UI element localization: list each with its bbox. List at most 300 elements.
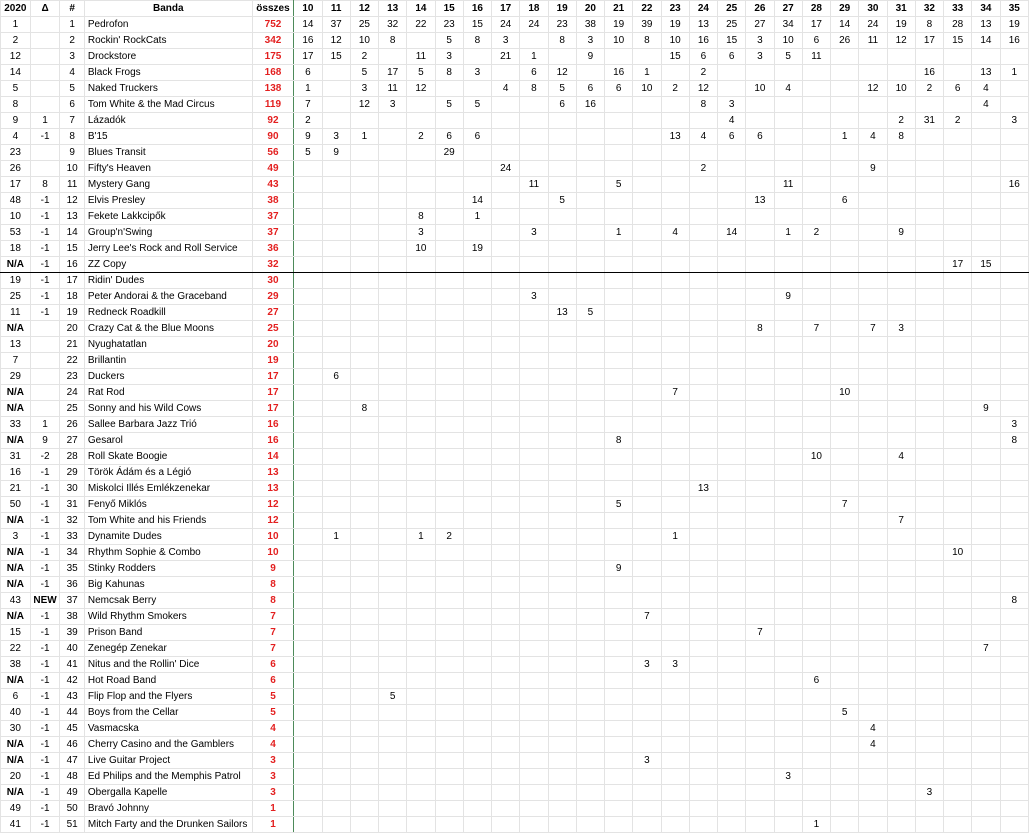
cell-week-score[interactable] [294, 289, 322, 305]
cell-week-score[interactable] [548, 481, 576, 497]
cell-week-score[interactable] [915, 241, 943, 257]
cell-week-score[interactable]: 3 [520, 289, 548, 305]
cell-rank[interactable]: 5 [60, 81, 84, 97]
cell-total[interactable]: 12 [252, 513, 294, 529]
cell-week-score[interactable] [831, 785, 859, 801]
cell-week-score[interactable] [294, 609, 322, 625]
cell-week-score[interactable] [1000, 657, 1028, 673]
cell-week-score[interactable] [605, 593, 633, 609]
cell-week-score[interactable] [492, 481, 520, 497]
cell-week-score[interactable]: 10 [802, 449, 830, 465]
cell-week-score[interactable] [435, 641, 463, 657]
cell-week-score[interactable] [576, 129, 604, 145]
cell-week-score[interactable]: 32 [379, 17, 407, 33]
cell-week-score[interactable] [746, 817, 774, 833]
cell-week-score[interactable] [859, 817, 887, 833]
cell-week-score[interactable] [576, 337, 604, 353]
cell-week-score[interactable] [435, 161, 463, 177]
cell-week-score[interactable] [520, 241, 548, 257]
cell-week-score[interactable] [944, 401, 972, 417]
cell-week-score[interactable] [915, 401, 943, 417]
cell-week-score[interactable] [350, 673, 378, 689]
cell-total[interactable]: 752 [252, 17, 294, 33]
cell-band-name[interactable]: Zenegép Zenekar [84, 641, 252, 657]
cell-week-score[interactable] [633, 241, 661, 257]
cell-total[interactable]: 7 [252, 641, 294, 657]
cell-week-score[interactable] [435, 673, 463, 689]
cell-week-score[interactable] [887, 481, 915, 497]
cell-prev-2020[interactable]: 14 [1, 65, 31, 81]
cell-week-score[interactable] [689, 593, 717, 609]
cell-week-score[interactable] [718, 817, 746, 833]
cell-week-score[interactable]: 10 [605, 33, 633, 49]
cell-week-score[interactable] [944, 625, 972, 641]
cell-band-name[interactable]: Obergalla Kapelle [84, 785, 252, 801]
cell-week-score[interactable] [350, 577, 378, 593]
cell-week-score[interactable] [407, 593, 435, 609]
cell-week-score[interactable] [322, 177, 350, 193]
cell-total[interactable]: 10 [252, 529, 294, 545]
cell-week-score[interactable] [407, 369, 435, 385]
cell-week-score[interactable] [350, 177, 378, 193]
cell-rank[interactable]: 38 [60, 609, 84, 625]
cell-week-score[interactable]: 6 [605, 81, 633, 97]
cell-week-score[interactable]: 15 [463, 17, 491, 33]
cell-week-score[interactable] [802, 129, 830, 145]
cell-week-score[interactable]: 17 [915, 33, 943, 49]
cell-week-score[interactable] [887, 817, 915, 833]
cell-week-score[interactable] [379, 241, 407, 257]
cell-week-score[interactable] [859, 593, 887, 609]
cell-week-score[interactable] [746, 401, 774, 417]
cell-week-score[interactable] [350, 513, 378, 529]
cell-band-name[interactable]: Bravó Johnny [84, 801, 252, 817]
cell-rank[interactable]: 3 [60, 49, 84, 65]
cell-week-score[interactable] [802, 513, 830, 529]
cell-week-score[interactable] [802, 465, 830, 481]
cell-week-score[interactable] [774, 161, 802, 177]
cell-week-score[interactable] [859, 673, 887, 689]
cell-week-score[interactable] [322, 801, 350, 817]
cell-rank[interactable]: 51 [60, 817, 84, 833]
cell-week-score[interactable]: 39 [633, 17, 661, 33]
cell-week-score[interactable] [407, 673, 435, 689]
cell-delta[interactable] [30, 49, 60, 65]
cell-week-score[interactable] [802, 65, 830, 81]
cell-week-score[interactable] [435, 193, 463, 209]
cell-week-score[interactable] [915, 417, 943, 433]
cell-week-score[interactable] [915, 161, 943, 177]
col-header-week[interactable]: 19 [548, 1, 576, 17]
cell-total[interactable]: 7 [252, 609, 294, 625]
cell-week-score[interactable] [633, 289, 661, 305]
cell-week-score[interactable] [492, 561, 520, 577]
cell-week-score[interactable] [379, 321, 407, 337]
cell-week-score[interactable] [520, 113, 548, 129]
cell-total[interactable]: 16 [252, 433, 294, 449]
cell-week-score[interactable] [661, 337, 689, 353]
cell-band-name[interactable]: Jerry Lee's Rock and Roll Service [84, 241, 252, 257]
cell-week-score[interactable] [379, 49, 407, 65]
col-header-week[interactable]: 21 [605, 1, 633, 17]
cell-week-score[interactable] [915, 225, 943, 241]
cell-week-score[interactable] [322, 593, 350, 609]
cell-week-score[interactable] [774, 561, 802, 577]
cell-rank[interactable]: 49 [60, 785, 84, 801]
cell-week-score[interactable] [915, 705, 943, 721]
cell-week-score[interactable] [1000, 97, 1028, 113]
cell-rank[interactable]: 50 [60, 801, 84, 817]
cell-week-score[interactable] [379, 577, 407, 593]
cell-week-score[interactable] [379, 817, 407, 833]
cell-week-score[interactable] [633, 577, 661, 593]
cell-week-score[interactable] [746, 113, 774, 129]
cell-week-score[interactable] [633, 97, 661, 113]
cell-delta[interactable] [30, 97, 60, 113]
cell-week-score[interactable] [605, 673, 633, 689]
cell-week-score[interactable] [689, 241, 717, 257]
cell-week-score[interactable] [548, 49, 576, 65]
cell-week-score[interactable] [463, 337, 491, 353]
cell-week-score[interactable] [350, 497, 378, 513]
cell-week-score[interactable]: 4 [689, 129, 717, 145]
cell-week-score[interactable] [548, 273, 576, 289]
cell-week-score[interactable] [661, 113, 689, 129]
cell-week-score[interactable]: 8 [689, 97, 717, 113]
cell-week-score[interactable] [661, 449, 689, 465]
cell-total[interactable]: 17 [252, 401, 294, 417]
cell-week-score[interactable] [831, 609, 859, 625]
cell-week-score[interactable] [746, 513, 774, 529]
cell-week-score[interactable] [576, 465, 604, 481]
cell-week-score[interactable] [294, 433, 322, 449]
cell-week-score[interactable]: 22 [407, 17, 435, 33]
cell-week-score[interactable] [718, 657, 746, 673]
cell-week-score[interactable] [774, 641, 802, 657]
cell-week-score[interactable] [831, 801, 859, 817]
cell-week-score[interactable] [944, 337, 972, 353]
cell-week-score[interactable]: 1 [294, 81, 322, 97]
cell-week-score[interactable]: 5 [435, 33, 463, 49]
cell-week-score[interactable] [915, 545, 943, 561]
cell-week-score[interactable] [379, 753, 407, 769]
cell-week-score[interactable] [915, 433, 943, 449]
cell-week-score[interactable] [1000, 465, 1028, 481]
cell-week-score[interactable] [689, 737, 717, 753]
cell-week-score[interactable] [1000, 49, 1028, 65]
cell-week-score[interactable] [633, 193, 661, 209]
cell-week-score[interactable] [492, 465, 520, 481]
cell-week-score[interactable] [379, 673, 407, 689]
cell-week-score[interactable] [1000, 289, 1028, 305]
cell-week-score[interactable] [718, 193, 746, 209]
cell-delta[interactable]: NEW [30, 593, 60, 609]
cell-week-score[interactable] [294, 369, 322, 385]
cell-week-score[interactable] [576, 657, 604, 673]
cell-week-score[interactable] [548, 145, 576, 161]
cell-total[interactable]: 1 [252, 801, 294, 817]
cell-week-score[interactable] [1000, 497, 1028, 513]
cell-week-score[interactable]: 1 [802, 817, 830, 833]
cell-week-score[interactable] [350, 609, 378, 625]
cell-week-score[interactable] [294, 337, 322, 353]
cell-week-score[interactable] [605, 465, 633, 481]
cell-week-score[interactable] [463, 625, 491, 641]
cell-prev-2020[interactable]: 30 [1, 721, 31, 737]
cell-week-score[interactable] [463, 481, 491, 497]
cell-week-score[interactable] [350, 241, 378, 257]
cell-week-score[interactable] [379, 769, 407, 785]
col-header-rank[interactable]: # [60, 1, 84, 17]
cell-week-score[interactable]: 37 [322, 17, 350, 33]
cell-week-score[interactable] [463, 497, 491, 513]
cell-delta[interactable] [30, 161, 60, 177]
cell-week-score[interactable] [520, 209, 548, 225]
cell-week-score[interactable] [435, 321, 463, 337]
cell-week-score[interactable] [492, 609, 520, 625]
cell-delta[interactable] [30, 337, 60, 353]
cell-week-score[interactable] [944, 161, 972, 177]
cell-week-score[interactable] [689, 705, 717, 721]
cell-prev-2020[interactable]: 23 [1, 145, 31, 161]
cell-week-score[interactable] [407, 721, 435, 737]
cell-week-score[interactable] [350, 161, 378, 177]
cell-week-score[interactable] [435, 657, 463, 673]
cell-delta[interactable]: -1 [30, 257, 60, 273]
cell-band-name[interactable]: Tom White and his Friends [84, 513, 252, 529]
cell-week-score[interactable] [915, 49, 943, 65]
cell-week-score[interactable] [520, 561, 548, 577]
cell-week-score[interactable] [746, 305, 774, 321]
cell-week-score[interactable] [633, 337, 661, 353]
col-header-week[interactable]: 12 [350, 1, 378, 17]
cell-week-score[interactable] [972, 577, 1000, 593]
cell-week-score[interactable] [972, 113, 1000, 129]
cell-week-score[interactable] [379, 113, 407, 129]
cell-week-score[interactable] [463, 449, 491, 465]
cell-week-score[interactable] [1000, 321, 1028, 337]
cell-week-score[interactable] [831, 561, 859, 577]
cell-week-score[interactable]: 10 [350, 33, 378, 49]
cell-week-score[interactable]: 11 [859, 33, 887, 49]
col-header-banda[interactable]: Banda [84, 1, 252, 17]
cell-week-score[interactable]: 1 [661, 529, 689, 545]
cell-band-name[interactable]: Wild Rhythm Smokers [84, 609, 252, 625]
cell-week-score[interactable] [492, 721, 520, 737]
cell-week-score[interactable] [802, 689, 830, 705]
cell-week-score[interactable] [548, 673, 576, 689]
cell-prev-2020[interactable]: 2 [1, 33, 31, 49]
cell-week-score[interactable] [605, 721, 633, 737]
cell-week-score[interactable] [859, 65, 887, 81]
cell-week-score[interactable] [887, 161, 915, 177]
cell-week-score[interactable] [294, 785, 322, 801]
cell-rank[interactable]: 48 [60, 769, 84, 785]
cell-week-score[interactable] [915, 657, 943, 673]
cell-week-score[interactable] [605, 689, 633, 705]
cell-week-score[interactable] [407, 385, 435, 401]
cell-week-score[interactable] [435, 513, 463, 529]
cell-week-score[interactable] [944, 129, 972, 145]
cell-week-score[interactable] [463, 737, 491, 753]
cell-week-score[interactable] [633, 513, 661, 529]
cell-week-score[interactable] [492, 97, 520, 113]
cell-week-score[interactable] [294, 689, 322, 705]
cell-week-score[interactable] [379, 401, 407, 417]
cell-prev-2020[interactable]: 18 [1, 241, 31, 257]
cell-week-score[interactable]: 8 [633, 33, 661, 49]
cell-week-score[interactable] [774, 241, 802, 257]
cell-rank[interactable]: 8 [60, 129, 84, 145]
cell-week-score[interactable] [322, 481, 350, 497]
cell-prev-2020[interactable]: N/A [1, 513, 31, 529]
cell-prev-2020[interactable]: N/A [1, 561, 31, 577]
cell-week-score[interactable] [605, 305, 633, 321]
cell-week-score[interactable] [774, 577, 802, 593]
cell-week-score[interactable] [774, 497, 802, 513]
cell-week-score[interactable] [831, 161, 859, 177]
cell-week-score[interactable] [718, 385, 746, 401]
cell-week-score[interactable] [322, 65, 350, 81]
cell-week-score[interactable] [689, 321, 717, 337]
cell-week-score[interactable] [407, 609, 435, 625]
cell-week-score[interactable] [774, 513, 802, 529]
cell-week-score[interactable]: 16 [689, 33, 717, 49]
cell-week-score[interactable] [322, 689, 350, 705]
cell-week-score[interactable] [689, 609, 717, 625]
cell-week-score[interactable] [322, 641, 350, 657]
cell-week-score[interactable] [492, 113, 520, 129]
cell-week-score[interactable]: 2 [944, 113, 972, 129]
cell-week-score[interactable] [576, 433, 604, 449]
cell-week-score[interactable] [322, 721, 350, 737]
cell-week-score[interactable] [831, 577, 859, 593]
cell-week-score[interactable] [859, 785, 887, 801]
cell-week-score[interactable] [746, 353, 774, 369]
cell-week-score[interactable] [463, 593, 491, 609]
cell-total[interactable]: 38 [252, 193, 294, 209]
cell-week-score[interactable] [944, 321, 972, 337]
cell-week-score[interactable] [718, 417, 746, 433]
cell-week-score[interactable] [605, 129, 633, 145]
cell-week-score[interactable] [463, 465, 491, 481]
cell-week-score[interactable] [972, 817, 1000, 833]
cell-delta[interactable]: -1 [30, 673, 60, 689]
cell-week-score[interactable] [746, 257, 774, 273]
cell-week-score[interactable] [915, 305, 943, 321]
cell-week-score[interactable] [972, 529, 1000, 545]
cell-rank[interactable]: 14 [60, 225, 84, 241]
cell-week-score[interactable] [294, 673, 322, 689]
cell-week-score[interactable] [605, 657, 633, 673]
cell-week-score[interactable] [718, 449, 746, 465]
cell-week-score[interactable] [972, 785, 1000, 801]
cell-week-score[interactable] [548, 721, 576, 737]
cell-week-score[interactable] [661, 465, 689, 481]
cell-delta[interactable] [30, 65, 60, 81]
cell-week-score[interactable] [718, 209, 746, 225]
cell-week-score[interactable] [972, 353, 1000, 369]
col-header-week[interactable]: 22 [633, 1, 661, 17]
cell-rank[interactable]: 32 [60, 513, 84, 529]
cell-week-score[interactable] [1000, 705, 1028, 721]
cell-week-score[interactable] [1000, 785, 1028, 801]
cell-week-score[interactable] [661, 497, 689, 513]
cell-week-score[interactable] [350, 113, 378, 129]
cell-week-score[interactable] [718, 305, 746, 321]
cell-week-score[interactable]: 1 [322, 529, 350, 545]
cell-week-score[interactable] [548, 625, 576, 641]
cell-week-score[interactable]: 12 [689, 81, 717, 97]
cell-week-score[interactable] [492, 801, 520, 817]
cell-week-score[interactable] [972, 385, 1000, 401]
cell-total[interactable]: 14 [252, 449, 294, 465]
cell-week-score[interactable] [972, 305, 1000, 321]
cell-week-score[interactable] [435, 241, 463, 257]
cell-week-score[interactable] [887, 241, 915, 257]
cell-week-score[interactable] [407, 145, 435, 161]
cell-week-score[interactable] [746, 689, 774, 705]
cell-week-score[interactable]: 6 [802, 673, 830, 689]
cell-week-score[interactable]: 7 [887, 513, 915, 529]
cell-week-score[interactable]: 15 [944, 33, 972, 49]
cell-week-score[interactable]: 12 [859, 81, 887, 97]
cell-week-score[interactable]: 11 [802, 49, 830, 65]
cell-week-score[interactable] [915, 641, 943, 657]
cell-week-score[interactable] [407, 545, 435, 561]
cell-week-score[interactable] [294, 529, 322, 545]
cell-prev-2020[interactable]: 4 [1, 129, 31, 145]
cell-week-score[interactable]: 5 [548, 193, 576, 209]
cell-week-score[interactable] [576, 289, 604, 305]
cell-week-score[interactable] [576, 785, 604, 801]
cell-week-score[interactable]: 19 [463, 241, 491, 257]
cell-week-score[interactable] [887, 97, 915, 113]
cell-week-score[interactable] [944, 705, 972, 721]
cell-week-score[interactable] [605, 289, 633, 305]
cell-week-score[interactable]: 16 [605, 65, 633, 81]
cell-week-score[interactable] [379, 177, 407, 193]
cell-week-score[interactable] [492, 273, 520, 289]
cell-week-score[interactable] [802, 769, 830, 785]
cell-total[interactable]: 4 [252, 737, 294, 753]
cell-week-score[interactable] [972, 609, 1000, 625]
cell-week-score[interactable] [1000, 161, 1028, 177]
cell-week-score[interactable] [379, 657, 407, 673]
cell-total[interactable]: 3 [252, 785, 294, 801]
cell-rank[interactable]: 18 [60, 289, 84, 305]
cell-week-score[interactable] [322, 337, 350, 353]
cell-week-score[interactable] [774, 481, 802, 497]
cell-week-score[interactable] [322, 497, 350, 513]
cell-week-score[interactable] [576, 625, 604, 641]
col-header-week[interactable]: 23 [661, 1, 689, 17]
cell-prev-2020[interactable]: N/A [1, 545, 31, 561]
cell-week-score[interactable] [576, 209, 604, 225]
cell-week-score[interactable] [520, 625, 548, 641]
cell-week-score[interactable]: 7 [802, 321, 830, 337]
cell-week-score[interactable] [746, 225, 774, 241]
cell-week-score[interactable]: 17 [802, 17, 830, 33]
cell-week-score[interactable] [661, 561, 689, 577]
cell-week-score[interactable] [661, 161, 689, 177]
cell-week-score[interactable] [350, 433, 378, 449]
col-header-week[interactable]: 15 [435, 1, 463, 17]
col-header-delta[interactable]: Δ [30, 1, 60, 17]
cell-week-score[interactable] [294, 801, 322, 817]
cell-week-score[interactable] [944, 465, 972, 481]
cell-week-score[interactable] [689, 657, 717, 673]
